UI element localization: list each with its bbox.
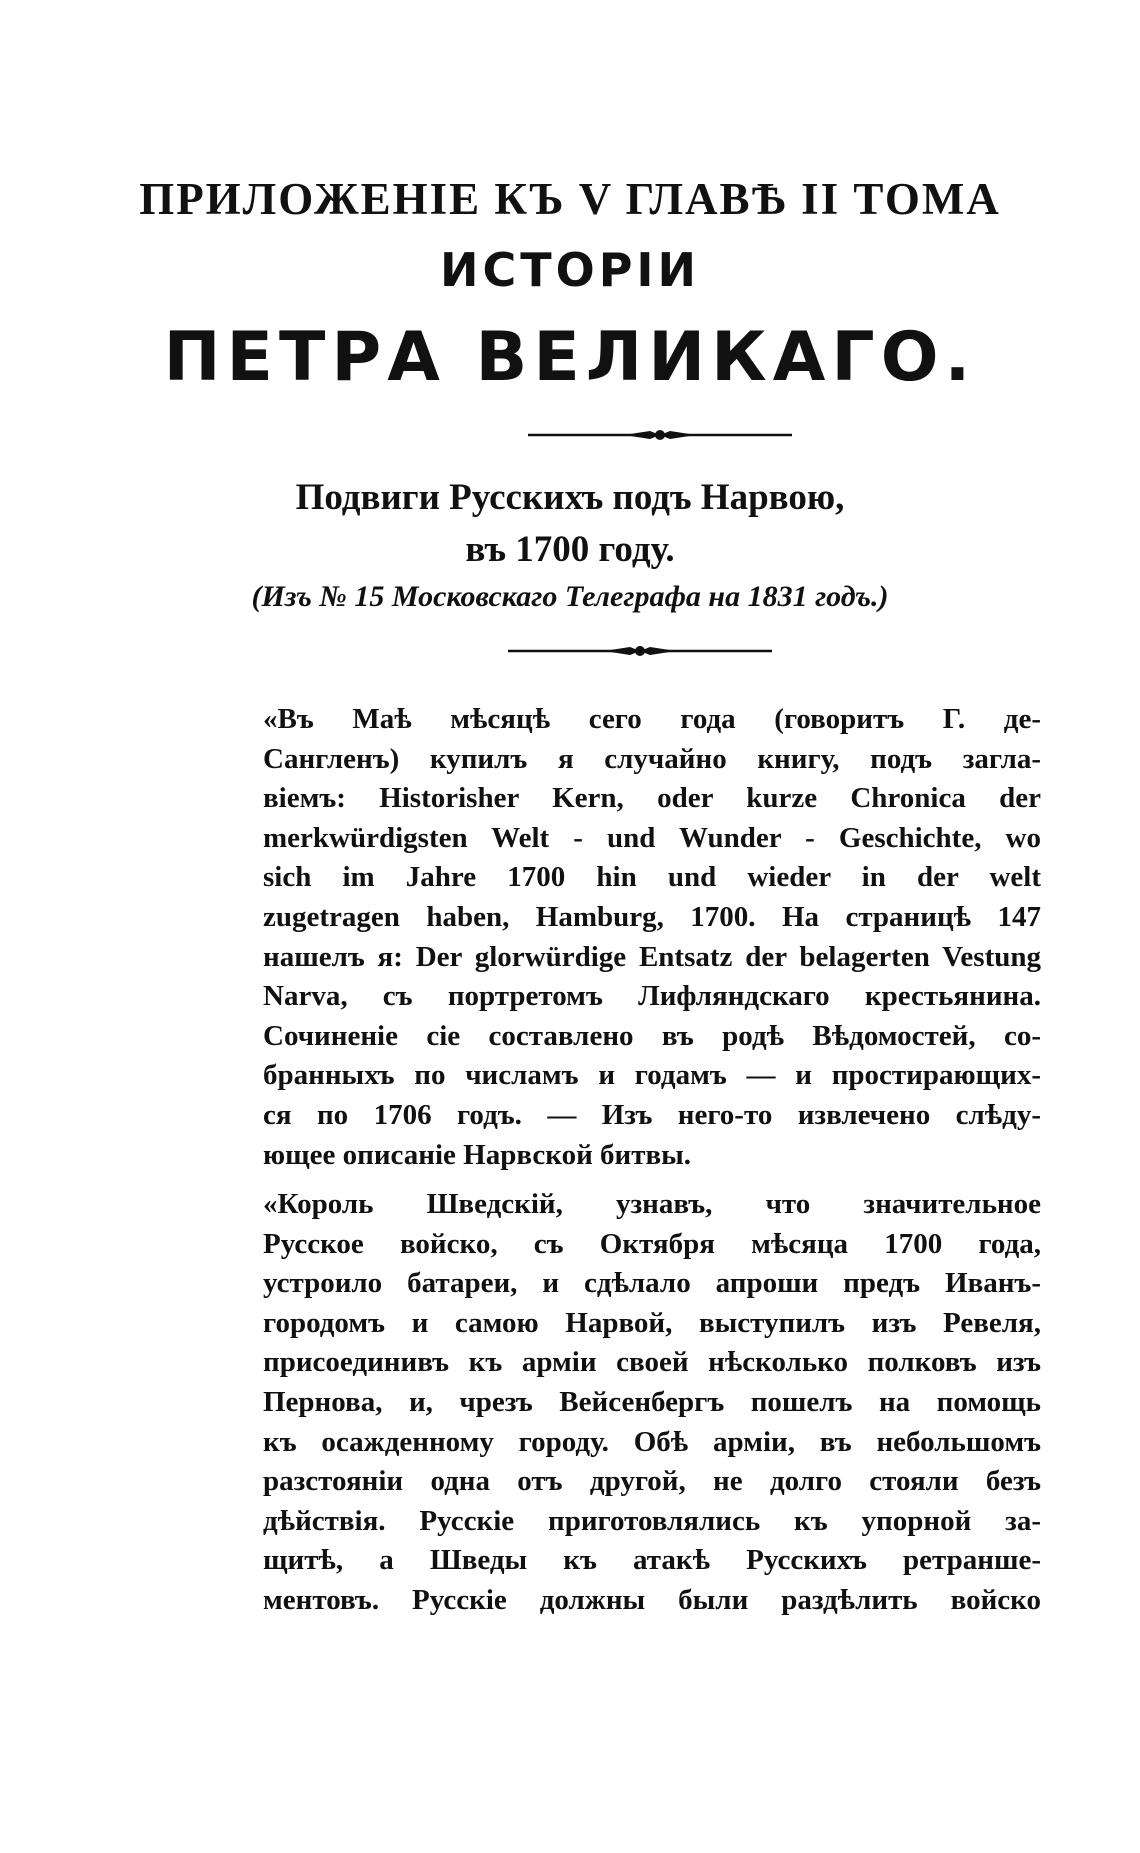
text-line: городомъ и самою Нарвой, выступилъ изъ Ревеля, <box>263 1306 1041 1339</box>
text-line: Narva, съ портретомъ Лифляндскаго крестьянина. <box>263 980 1041 1013</box>
text-line: Сангленъ) купилъ я случайно книгу, подъ загла- <box>263 742 1041 775</box>
text-line: «Въ Маѣ мѣсяцѣ сего года (говоритъ Г. де- <box>263 703 1041 735</box>
text-line: ся по 1706 годъ. — Изъ него-то извлечено слѣду- <box>263 1098 1041 1131</box>
paragraph-2 <box>263 1185 1041 1621</box>
paragraph-1 <box>263 700 1041 1175</box>
text-line: sich im Jahre 1700 hin und wieder in der welt <box>263 861 1041 894</box>
subtitle-line-2: въ 1700 году. <box>465 529 675 570</box>
text-line: дѣйствія. Русскіе приготовлялись къ упорной за- <box>263 1504 1041 1537</box>
text-line: присоединивъ къ арміи своей нѣсколько полковъ изъ <box>263 1346 1041 1379</box>
text-line: Сочиненіе сіе составлено въ родѣ Вѣдомостей, со- <box>263 1019 1041 1052</box>
text-line: разстояніи одна отъ другой, не долго стояли безъ <box>263 1465 1041 1498</box>
text-line: къ осажденному городу. Обѣ арміи, въ небольшомъ <box>263 1425 1041 1458</box>
text-line: устроило батареи, и сдѣлало апроши предъ Иванъ- <box>263 1267 1041 1300</box>
heading-line-2: ИСТОРІИ <box>439 243 701 297</box>
divider-ornament-top <box>528 425 792 445</box>
text-line: бранныхъ по числамъ и годамъ — и простирающих- <box>263 1059 1041 1092</box>
text-line: ющее описаніе Нарвской битвы. <box>263 1138 692 1171</box>
text-line: zugetragen haben, Hamburg, 1700. На страницѣ 147 <box>263 900 1041 933</box>
text-line: віемъ: Historisher Kern, oder kurze Chronica der <box>263 782 1041 815</box>
text-line: нашелъ я: Der glorwürdige Entsatz der belagerten Vestung <box>263 940 1041 973</box>
text-line: Пернова, и, чрезъ Вейсенбергъ пошелъ на помощь <box>263 1385 1041 1418</box>
text-line: ментовъ. Русскіе должны были раздѣлить войско <box>263 1583 1041 1616</box>
text-line: щитѣ, а Шведы къ атакѣ Русскихъ ретранше- <box>263 1544 1041 1577</box>
subtitle-line-1: Подвиги Русскихъ подъ Нарвою, <box>295 477 845 518</box>
subtitle-source: (Изъ № 15 Московскаго Телеграфа на 1831 годъ.) <box>251 580 889 613</box>
heading-line-1: ПРИЛОЖЕНІЕ КЪ V ГЛАВѢ II ТОМА <box>139 174 1001 224</box>
divider-ornament-bottom <box>508 641 772 661</box>
text-line: «Король Шведскій, узнавъ, что значительное <box>263 1188 1041 1220</box>
text-line: merkwürdigsten Welt - und Wunder - Geschichte, wo <box>263 821 1041 854</box>
text-line: Русское войско, съ Октября мѣсяца 1700 года, <box>263 1227 1041 1260</box>
heading-line-3: ПЕТРА ВЕЛИКАГО. <box>163 318 977 397</box>
